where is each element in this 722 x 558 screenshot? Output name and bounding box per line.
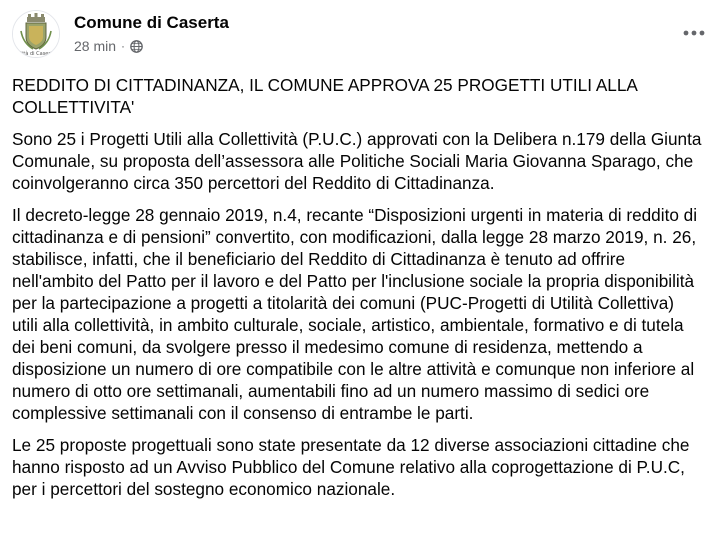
post-paragraph: Sono 25 i Progetti Utili alla Collettività (P.U.C.) approvati con la Delibera n.179 della Giunta Comunale, su proposta dell’assessora alle Politiche Sociali Maria Giovanna Sparago, che coinvolgeranno circa 350 percettori del Reddito di Cittadinanza. — [12, 129, 702, 193]
post-meta — [74, 38, 143, 54]
coat-of-arms-icon — [13, 11, 59, 57]
globe-icon[interactable] — [130, 40, 143, 53]
post-paragraph: Il decreto-legge 28 gennaio 2019, n.4, recante “Disposizioni urgenti in materia di reddito di cittadinanza e di pensioni” convertito, con modificazioni, dalla legge 28 marzo 2019, n. 26, stabilisce, infatti, che il beneficiario del Reddito di Cittadinanza è tenuto ad offrire nell'ambito del Patto per il lavoro e del Patto per l'inclusione sociale la propria disponibilità per la partecipazione a progetti a titolarità dei comuni (PUC-Progetti di Utilità Collettiva) utili alla collettività, in ambito culturale, sociale, artistico, ambientale, formativo e di tutela dei beni comuni, da svolgere presso il medesimo comune di residenza, mettendo a disposizione un numero di ore compatibile con le altre attività e comunque non inferiore al numero di otto ore settimanali, aumentabili fino ad un numero massimo di sedici ore complessive settimanali con il consenso di entrambe le parti. — [12, 205, 698, 423]
post-headline: REDDITO DI CITTADINANZA, IL COMUNE APPROVA 25 PROGETTI UTILI ALLA COLLETTIVITA' — [12, 75, 637, 117]
page-avatar[interactable] — [12, 10, 60, 58]
post-header — [12, 10, 710, 58]
meta-separator: · — [121, 39, 126, 53]
avatar-caption: Città di Caserta — [16, 51, 56, 57]
post-body — [12, 74, 702, 510]
post-time[interactable]: 28 min — [74, 38, 117, 54]
post-paragraph: Le 25 proposte progettuali sono state presentate da 12 diverse associazioni cittadine che hanno risposto ad un Avviso Pubblico del Comune relativo alla coprogettazione di P.U.C, per i percettori del sostegno economico nazionale. — [12, 435, 690, 499]
author-name[interactable]: Comune di Caserta — [74, 13, 229, 32]
more-options-button[interactable] — [680, 24, 708, 42]
more-horizontal-icon — [683, 30, 705, 36]
